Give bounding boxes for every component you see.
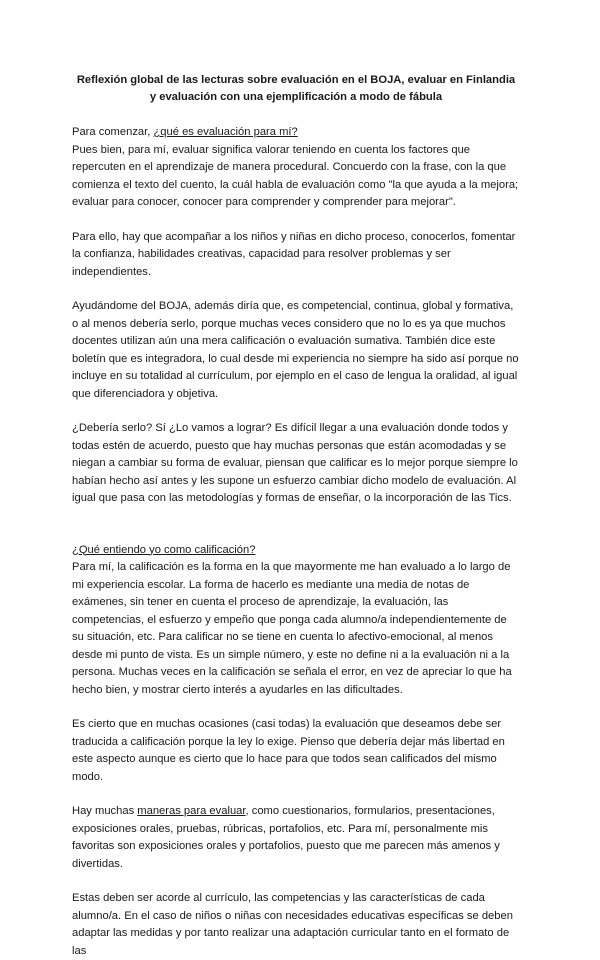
ways-body-text: , como cuestionarios, formularios, presentaciones, exposiciones orales, pruebas, rúbricas, portafolios, etc. Para mí, personalmente mis favoritas son exposiciones orales y portafolios, puesto que me parecen más amenos y divertidas. (72, 805, 500, 870)
paragraph-ways-to-evaluate (72, 803, 520, 873)
ways-lead-text: Hay muchas (72, 805, 138, 817)
intro-question-heading: ¿qué es evaluación para mí? (153, 126, 298, 138)
calificacion-question-heading: ¿Qué entiendo yo como calificación? (72, 543, 256, 556)
intro-lead-text: Para comenzar, (72, 126, 154, 138)
blank-line (72, 525, 520, 542)
paragraph-boja: Ayudándome del BOJA, además diría que, es competencial, continua, global y formativa, o al menos debería serlo, porque muchas veces considero que no lo es ya que muchos docentes utilizan aún una mera calificación o evaluación sumativa. También dice este boletín que es integradora, lo cual desde mi experiencia no siempre ha sido así porque no incluye en su totalidad al currículum, por ejemplo en el caso de lengua la oralidad, al igual que diferenciadora y objetiva. (72, 300, 519, 400)
document-title: Reflexión global de las lecturas sobre evaluación en el BOJA, evaluar en Finlandia y evaluación con una ejemplificación a modo de fábula (76, 74, 516, 103)
calificacion-body-text: Para mí, la calificación es la forma en la que mayormente me han evaluado a lo largo de mi experiencia escolar. La forma de hacerlo es mediante una media de notas de exámenes, sin tener en cuenta el proceso de aprendizaje, la evaluación, las competencias, el esfuerzo y empeño que ponga cada alumno/a independientemente de su situación, etc. Para calificar no se tiene en cuenta lo afectivo-emocional, al menos desde mi punto de vista. Es un simple número, y este no define ni a la evaluación ni a la persona. Muchas veces en la calificación se señala el error, en vez de apreciar lo que ha hecho bien, y mostrar cierto interés a ayudarles en las dificultades. (72, 561, 512, 696)
paragraph-intro (72, 124, 520, 212)
paragraph-law: Es cierto que en muchas ocasiones (casi todas) la evaluación que deseamos debe ser traducida a calificación porque la ley lo exige. Pienso que debería dejar más libertad en este aspecto aunque es cierto que lo hace para que todos sean calificados del mismo modo. (72, 718, 505, 783)
paragraph-calificacion (72, 542, 520, 700)
ways-underlined-text: maneras para evaluar (137, 805, 246, 817)
paragraph-curriculum: Estas deben ser acorde al currículo, las competencias y las características de cada alumno/a. En el caso de niños o niñas con necesidades educativas específicas se deben adaptar las medidas y por tanto realizar una adaptación curricular tanto en el formato de las (72, 892, 513, 957)
intro-body-text: Pues bien, para mí, evaluar significa valorar teniendo en cuenta los factores que repercuten en el aprendizaje de manera procedural. Concuerdo con la frase, con la que comienza el texto del cuento, la cuál habla de evaluación como "la que ayuda a la mejora; evaluar para conocer, conocer para comprender y comprender para mejorar". (72, 143, 519, 208)
paragraph-should-it-be: ¿Debería serlo? Sí ¿Lo vamos a lograr? Es difícil llegar a una evaluación donde todos y todas estén de acuerdo, puesto que hay muchas personas que están acomodadas y se niegan a cambiar su forma de evaluar, piensan que calificar es lo mejor porque siempre lo habían hecho así antes y les supone un esfuerzo cambiar dicho modelo de evaluación. Al igual que pasa con las metodologías y formas de enseñar, o la incorporación de las Tics. (72, 422, 518, 504)
paragraph-accompany: Para ello, hay que acompañar a los niños y niñas en dicho proceso, conocerlos, fomentar la confianza, habilidades creativas, capacidad para resolver problemas y ser independientes. (72, 230, 516, 278)
